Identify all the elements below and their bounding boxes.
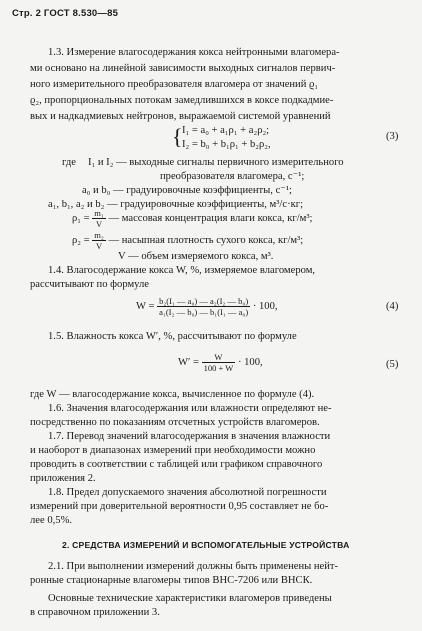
equation-4 [136, 296, 278, 317]
equation-5-fraction [202, 352, 236, 373]
para-main-line-2: в справочном приложении 3. [30, 607, 160, 618]
section-2-title: 2. СРЕДСТВА ИЗМЕРЕНИЙ И ВСПОМОГАТЕЛЬНЫЕ УСТРОЙСТВА [62, 540, 350, 550]
rho1-denominator: V [95, 219, 103, 229]
where-2: где W — влагосодержание кокса, вычисленное по формуле (4). [30, 389, 315, 400]
para-1-4-line-2: рассчитывают по формуле [30, 279, 149, 290]
equation-4-tail: · 100, [252, 300, 278, 312]
rho1-definition [72, 208, 313, 229]
equation-4-fraction [157, 296, 250, 317]
equation-5-numerator: W [202, 352, 236, 363]
para-1-6-line-1: 1.6. Значения влагосодержания или влажности определяют не- [48, 403, 332, 414]
rho2-lhs: ρ₂ = [72, 234, 90, 246]
rho2-numerator: m₂ [94, 230, 104, 240]
equation-5-number: (5) [386, 359, 399, 370]
equation-4-number: (4) [386, 301, 399, 312]
para-1-3-line-1: 1.3. Измерение влагосодержания кокса нейтронными влагомера- [48, 47, 340, 58]
para-1-3-line-3: ного измерительного преобразователя влагомера от значений ϱ₁ [30, 79, 319, 90]
where-item-2: a₀ и b₀ — градуировочные коэффициенты, с⁻¹; [82, 185, 292, 196]
para-1-7-line-2: и наоборот в диапазонах измерений при необходимости можно [30, 445, 316, 456]
para-1-3-line-5: вых и надкадмиевых нейтронов, выражаемой системой уравнений [30, 111, 331, 122]
rho1-numerator: m₁ [94, 208, 104, 218]
equation-3-line-1: I₁ = a₀ + a₁ρ₁ + a₂ρ₂; [182, 125, 270, 136]
rho2-definition [72, 230, 303, 251]
para-1-5: 1.5. Влажность кокса W′, %, рассчитывают по формуле [48, 331, 297, 342]
para-1-7-line-3: проводить в соответствии с таблицей или графиком справочного [30, 459, 323, 470]
para-1-8-line-2: измерений при доверительной вероятности 0,95 составляет не бо- [30, 501, 329, 512]
para-1-3-line-2: ми основано на линейной зависимости выходных сигналов первич- [30, 63, 336, 74]
equation-3-line-2: I₂ = b₀ + b₁ρ₁ + b₂ρ₂, [182, 139, 271, 150]
para-1-7-line-1: 1.7. Перевод значений влагосодержания в значения влажности [48, 431, 331, 442]
para-2-1-line-1: 2.1. При выполнении измерений должны быть применены нейт- [48, 561, 339, 572]
equation-5-tail: · 100, [237, 356, 263, 368]
where-item-1b: преобразователя влагомера, с⁻¹; [160, 171, 305, 182]
para-1-8-line-1: 1.8. Предел допускаемого значения абсолютной погрешности [48, 487, 327, 498]
para-main-line-1: Основные технические характеристики влагомеров приведены [48, 593, 332, 604]
equation-4-denominator: a₁(I₂ — b₀) — b₁(I₁ — a₀) [159, 307, 249, 317]
para-1-3-line-4: ϱ₂, пропорциональных потокам замедлившихся в коксе подкадмие- [30, 95, 334, 106]
v-definition: V — объем измеряемого кокса, м³. [118, 251, 274, 262]
rho1-text: — массовая концентрация влаги кокса, кг/м³; [108, 212, 313, 224]
para-2-1-line-2: ронные стационарные влагомеры типов ВНС-7206 или ВНСК. [30, 575, 313, 586]
equation-4-lhs: W = [136, 300, 155, 312]
rho2-fraction [92, 230, 106, 251]
equation-5-denominator: 100 + W [203, 363, 234, 373]
where-item-1: I₁ и I₂ — выходные сигналы первичного измерительного [88, 157, 344, 168]
para-1-6-line-2: посредственно по показаниям отсчетных устройств влагомеров. [30, 417, 320, 428]
page-header: Стр. 2 ГОСТ 8.530—85 [12, 8, 119, 19]
equation-brace: { [172, 124, 183, 149]
rho1-fraction [92, 208, 106, 229]
equation-3-number: (3) [386, 131, 399, 142]
para-1-7-line-4: приложения 2. [30, 473, 96, 484]
equation-5-lhs: W′ = [178, 356, 199, 368]
para-1-4-line-1: 1.4. Влагосодержание кокса W, %, измеряемое влагомером, [48, 265, 316, 276]
para-1-8-line-3: лее 0,5%. [30, 515, 73, 526]
rho2-text: — насыпная плотность сухого кокса, кг/м³; [108, 234, 304, 246]
equation-4-numerator: b₂(I₁ — a₀) — a₂(I₂ — b₀) [159, 296, 249, 306]
rho2-denominator: V [95, 241, 103, 251]
rho1-lhs: ρ₁ = [72, 212, 90, 224]
where-lead: где [62, 157, 76, 168]
where-item-3: a₁, b₁, a₂ и b₂ — градуировочные коэффициенты, м³/с·кг; [48, 199, 304, 210]
equation-5 [178, 352, 263, 373]
